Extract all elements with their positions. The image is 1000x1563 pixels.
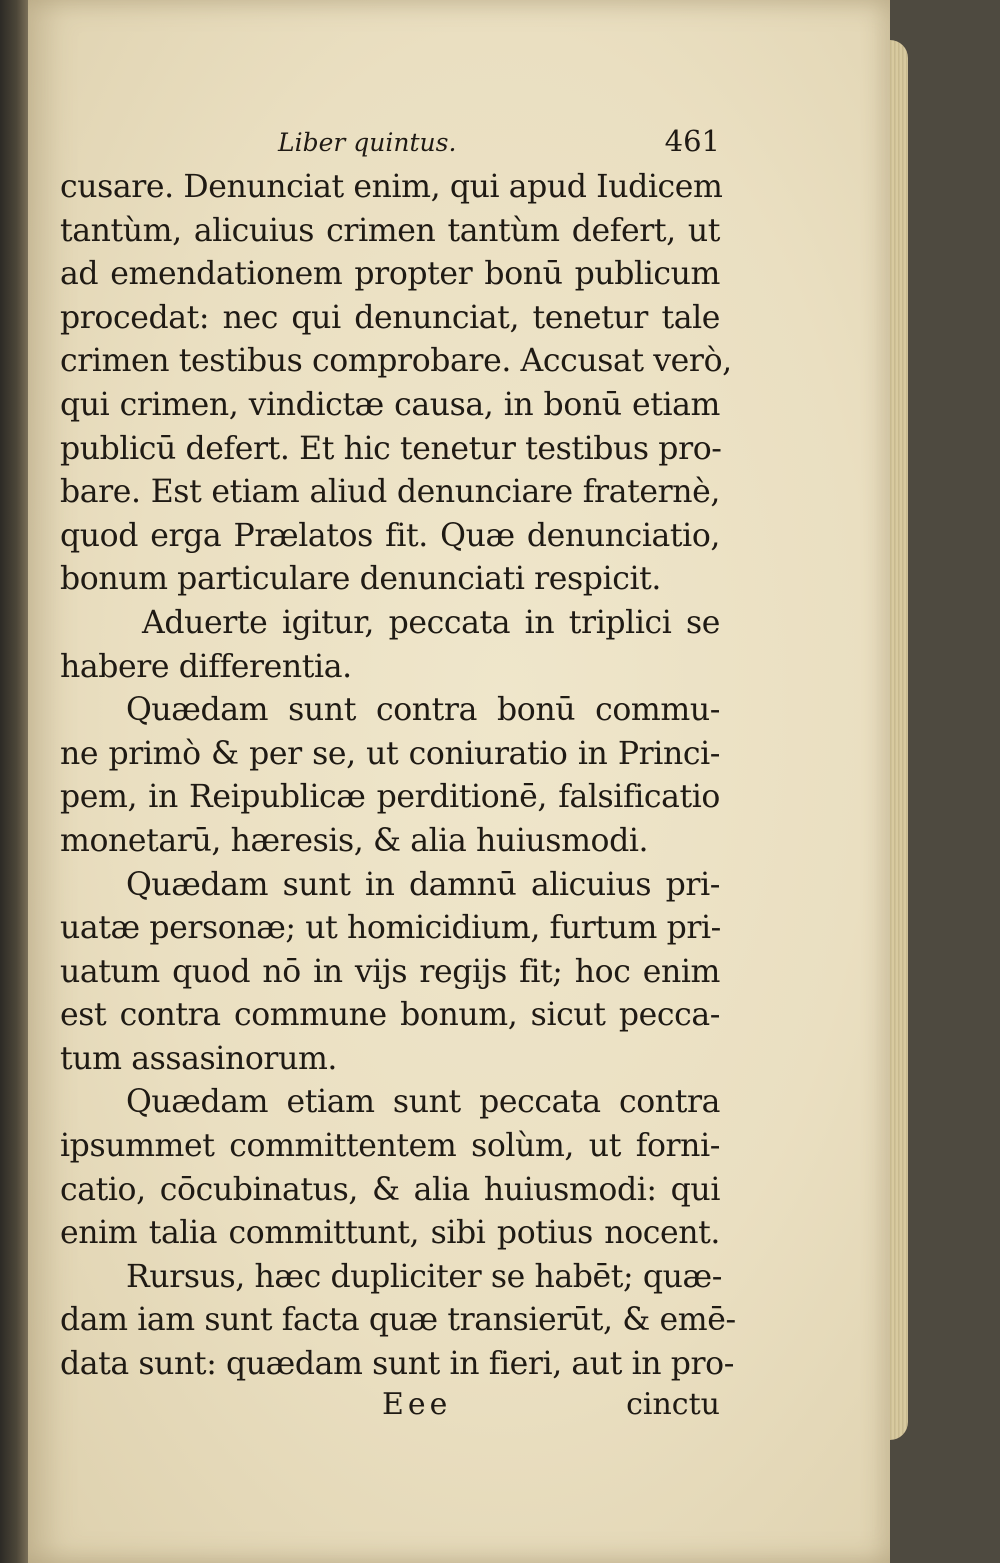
text-line: bare. Est etiam aliud denunciare fraternè, [60, 474, 720, 511]
text-line: dam iam sunt facta quæ transierūt, & emē- [60, 1302, 736, 1339]
text-line: qui crimen, vindictæ causa, in bonū etiam [60, 386, 720, 423]
text-line: ne primò & per se, ut coniuratio in Princi- [60, 735, 720, 772]
text-line: tantùm, alicuius crimen tantùm defert, ut [60, 212, 720, 249]
page-footer [60, 1387, 720, 1433]
text-line: publicū defert. Et hic tenetur testibus pro- [60, 430, 722, 467]
text-line: habere differentia. [60, 648, 352, 685]
text-line: data sunt: quædam sunt in fieri, aut in pro- [60, 1346, 734, 1383]
text-line: uatum quod nō in vijs regijs fit; hoc enim [60, 953, 720, 990]
text-line: monetarū, hæresis, & alia huiusmodi. [60, 822, 649, 859]
text-line: uatæ personæ; ut homicidium, furtum pri- [60, 910, 721, 947]
text-line: Aduerte igitur, peccata in triplici se [142, 604, 720, 641]
text-line: Quædam sunt in damnū alicuius pri- [126, 866, 720, 903]
text-line: quod erga Prælatos fit. Quæ denunciatio, [60, 517, 720, 554]
catchword: cinctu [626, 1386, 720, 1422]
text-line: cusare. Denunciat enim, qui apud Iudicem [60, 169, 723, 205]
page-header [60, 120, 720, 166]
text-line: crimen testibus comprobare. Accusat verò, [60, 343, 732, 380]
text-line: ad emendationem propter bonū publicum [60, 256, 720, 293]
page-number: 461 [664, 124, 720, 158]
text-line: bonum particulare denunciati respicit. [60, 561, 662, 598]
text-line: ipsummet committentem solùm, ut forni- [60, 1128, 720, 1165]
text-block [60, 120, 736, 1433]
text-line: catio, cōcubinatus, & alia huiusmodi: qui [60, 1171, 720, 1208]
signature-mark: Eee [382, 1386, 452, 1422]
text-line: Quædam sunt contra bonū commu- [126, 692, 720, 729]
running-head: Liber quintus. [278, 128, 457, 157]
text-line: pem, in Reipublicæ perditionē, falsificatio [60, 779, 720, 816]
book-gutter [0, 0, 28, 1563]
text-line: Rursus, hæc dupliciter se habēt; quæ- [126, 1258, 722, 1295]
text-line: est contra commune bonum, sicut pecca- [60, 997, 720, 1034]
text-line: tum assasinorum. [60, 1040, 338, 1077]
text-line: enim talia committunt, sibi potius nocent. [60, 1215, 720, 1252]
text-line: procedat: nec qui denunciat, tenetur tale [60, 299, 720, 336]
text-line: Quædam etiam sunt peccata contra [126, 1084, 720, 1121]
